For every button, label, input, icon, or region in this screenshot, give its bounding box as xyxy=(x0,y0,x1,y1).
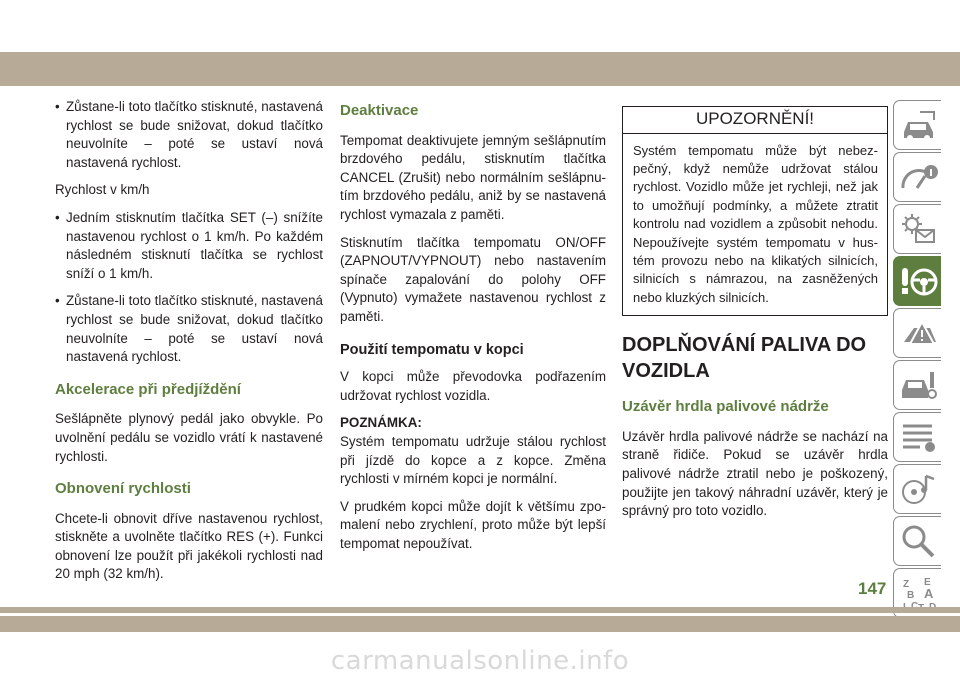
car-overview-icon xyxy=(900,108,938,144)
warning-text: Systém tempomatu může být nebezpečný, když nemůže udržovat stálou rychlost. Vozidlo může jet rychleji, než jak to umožňují podmínky, a můžete ztratit kontrolu nad vozidlem a způsobit nehodu. Nepoužívejte systém tempomatu v hustém provozu nebo na klikatých silnicích, silnicích s námrazou, na zasněžených nebo kluzkých silnicích. xyxy=(633,142,878,305)
bullet-item: • Zůstane-li toto tlačítko stisknuté, nastavená rychlost se bude snižovat, dokud tlačítko neuvolníte – poté se ustaví nová nastavená rychlost. xyxy=(55,293,323,365)
paragraph-fuel-cap: Uzávěr hrdla palivové nádrže se nachází na straně řidiče. Pokud se uzávěr hrdla palivové nádrže ztratil nebo je poškozený, použijte jen takový náhradní uzávěr, který je správný pro toto vozidlo. xyxy=(622,428,888,519)
tab-search[interactable] xyxy=(893,516,941,566)
column-left xyxy=(55,98,323,593)
paragraph-deactivation-1: Tempomat deaktivujete jemným sešlápnutím brzdového pedálu, stisknutím tlačítka CANCEL (Zrušit) nebo normálním sešlápnutím brzdového pedálu, aniž by se nastavená rychlost vymazala z paměti. xyxy=(340,132,606,222)
note-block xyxy=(340,414,606,488)
paragraph-acceleration: Sešlápněte plynový pedál jako obvykle. Po uvolnění pedálu se vozidlo vrátí k nastavené rychlosti. xyxy=(55,411,323,464)
warning-title: UPOZORNĚNÍ! xyxy=(623,107,887,134)
paragraph-resume-speed: Chcete-li obnovit dříve nastavenou rychlost, stiskněte a uvolněte tlačítko RES (+). Funkci obnovení lze použít při jakékoli rychlosti nad 20 mph (32 km/h). xyxy=(55,510,323,582)
bullet-item: • Zůstane-li toto tlačítko stisknuté, nastavená rychlost se bude snižovat, dokud tlačítko neuvolníte – poté se ustaví nová nastavená rychlost. xyxy=(55,99,323,170)
bullet-text: Jedním stisknutím tlačítka SET (–) snížíte nastavenou rychlost o 1 km/h. Po každém následném stisknutí tlačítka se rychlost sníží o 1 km/h. xyxy=(66,209,323,281)
tab-car-overview[interactable] xyxy=(893,100,941,150)
multimedia-icon xyxy=(900,472,938,508)
footer-band xyxy=(0,616,960,632)
heading-resume-speed: Obnovení rychlosti xyxy=(55,480,191,498)
note-label: POZNÁMKA: xyxy=(340,415,422,431)
tab-specifications[interactable] xyxy=(893,412,941,462)
paragraph-hill-use: V kopci může převodovka podřazením udržovat rychlost vozidla. xyxy=(340,369,606,403)
heading-hill-use: Použití tempomatu v kopci xyxy=(340,341,524,358)
car-service-wrench-icon xyxy=(900,368,938,404)
column-right xyxy=(622,106,888,530)
bullet-text: Zůstane-li toto tlačítko stisknuté, nastavená rychlost se bude snižovat, dokud tlačítko neuvolníte – poté se ustaví nová nastavená rychlost. xyxy=(66,293,323,365)
column-middle xyxy=(340,98,606,562)
paragraph-steep-hill: V prudkém kopci může dojít k většímu zpomalení nebo zrychlení, proto může být lepší tempomat nepoužívat. xyxy=(340,498,606,551)
tab-warning-lights[interactable] xyxy=(893,204,941,254)
header-band xyxy=(0,52,960,86)
paragraph-deactivation-2: Stisknutím tlačítka tempomatu ON/OFF (ZAPNOUT/VYPNOUT) nebo nastavením spínače zapalování do polohy OFF (Vypnuto) vymažete nastavenou rychlost z paměti. xyxy=(340,234,606,324)
index-letter: B xyxy=(907,590,915,601)
page-number: 147 xyxy=(858,579,887,598)
heading-refueling: DOPLŇOVÁNÍ PALIVA DO VOZIDLA xyxy=(622,334,867,383)
tab-emergency[interactable] xyxy=(893,308,941,358)
watermark: carmanualsonline.info xyxy=(330,646,630,676)
tab-service[interactable] xyxy=(893,360,941,410)
tab-multimedia[interactable] xyxy=(893,464,941,514)
heading-acceleration: Akcelerace při předjíždění xyxy=(55,380,241,398)
heading-fuel-cap: Uzávěr hrdla palivové nádrže xyxy=(622,398,829,416)
steering-wheel-icon xyxy=(900,264,938,300)
bullet-item: • Jedním stisknutím tlačítka SET (–) snížíte nastavenou rychlost o 1 km/h. Po každém následném stisknutí tlačítka se rychlost sníží o 1 km/h. xyxy=(55,209,323,281)
note-text: Systém tempomatu udržuje stálou rychlost při jízdě do kopce a z kopce. Změna rychlosti v mírném kopci je normální. xyxy=(340,433,606,487)
search-icon xyxy=(900,524,938,560)
tab-driving[interactable] xyxy=(893,256,941,306)
index-letter: A xyxy=(924,586,934,601)
speed-unit-line: Rychlost v km/h xyxy=(55,182,150,198)
index-letter: Z xyxy=(903,579,910,590)
warning-box xyxy=(622,106,888,316)
bullet-text: Zůstane-li toto tlačítko stisknuté, nastavená rychlost se bude snižovat, dokud tlačítko neuvolníte – poté se ustaví nová nastavená rychlost. xyxy=(66,99,323,170)
heading-deactivation: Deaktivace xyxy=(340,102,419,119)
dashboard-info-icon xyxy=(900,160,938,196)
hazard-triangle-icon xyxy=(900,316,938,352)
tab-dashboard-info[interactable] xyxy=(893,152,941,202)
footer-band-thin xyxy=(0,607,960,613)
index-letter: E xyxy=(924,577,931,588)
warning-lights-message-icon xyxy=(900,212,938,248)
specifications-list-icon xyxy=(900,420,938,456)
page-top-margin xyxy=(0,0,960,52)
